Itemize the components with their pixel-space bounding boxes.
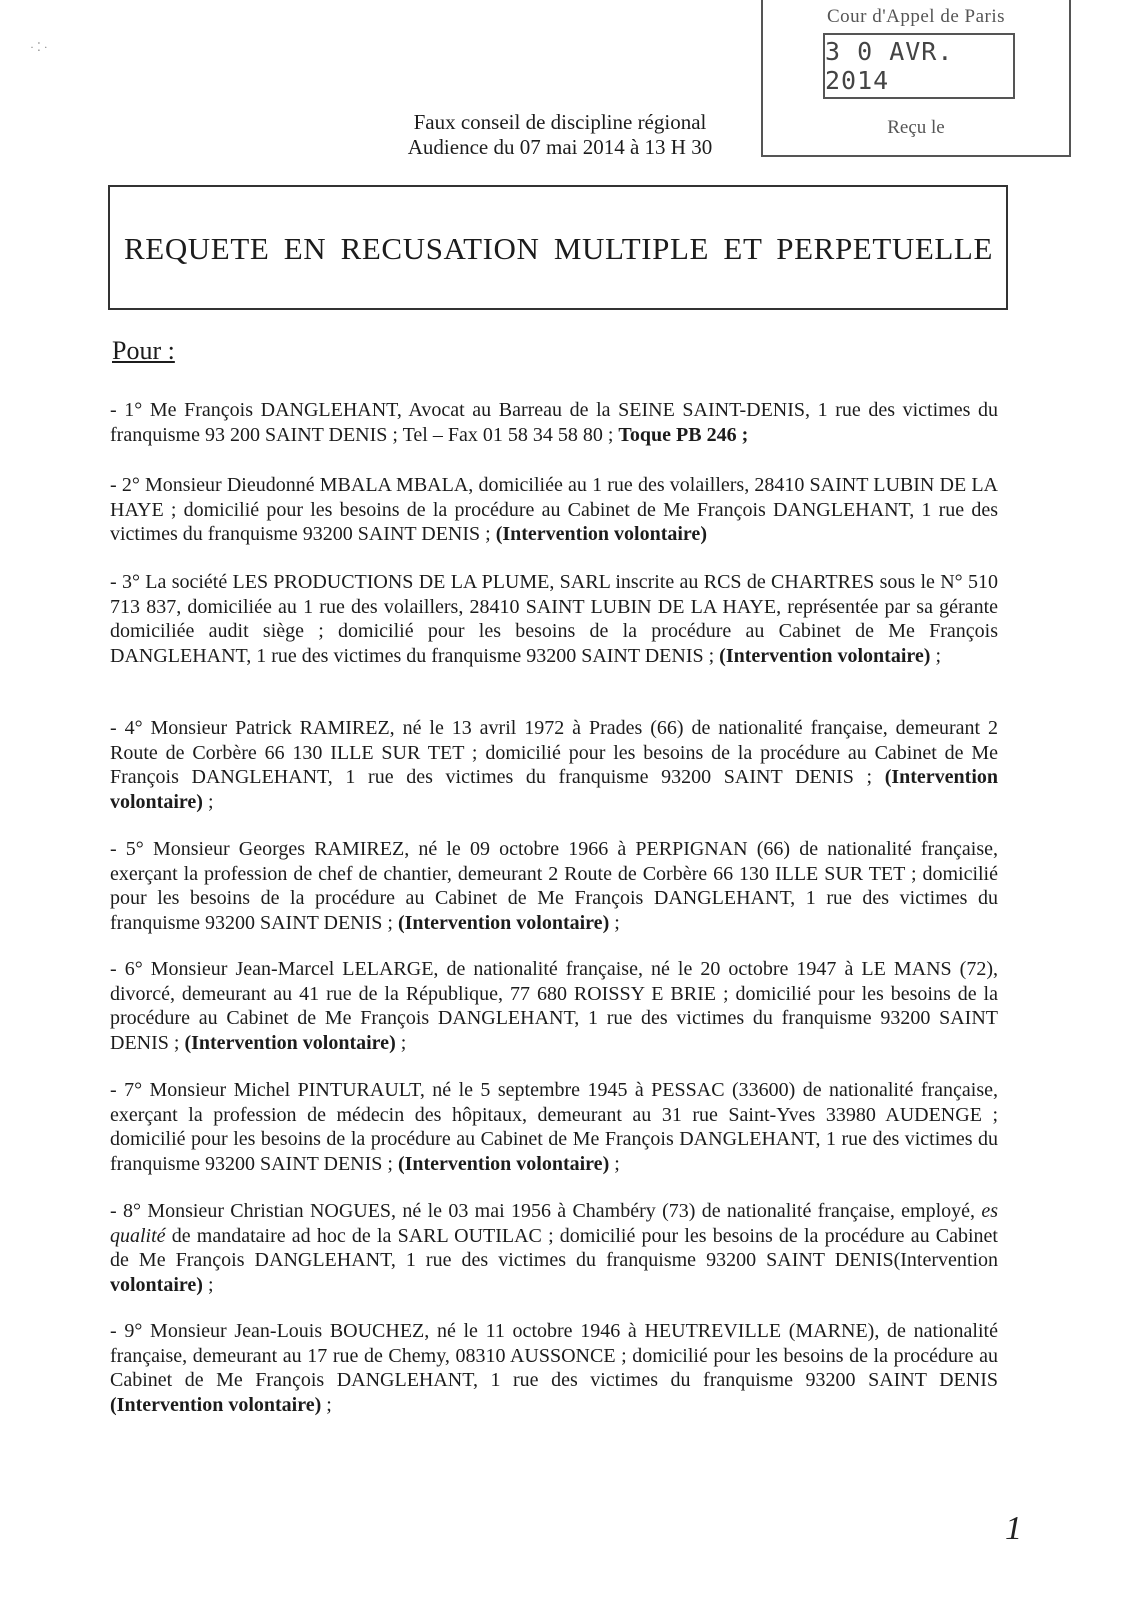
party-entry-2	[110, 473, 998, 547]
header-line-1: Faux conseil de discipline régional	[413, 110, 707, 134]
party-entry-6	[110, 957, 998, 1055]
header-line-2: Audience du 07 mai 2014 à 13 H 30	[407, 135, 713, 159]
entry-text: Monsieur Dieudonné MBALA MBALA, domiciliée au 1 rue des volaillers, 28410 SAINT LUBIN DE LA HAYE ; domicilié pour les besoins de la procédure au Cabinet de Me François DANGLEHANT, 1 rue des victimes du franquisme 93200 SAINT DENIS ;	[110, 474, 998, 545]
entry-tail: ;	[930, 644, 942, 667]
party-entry-5	[110, 837, 998, 935]
entry-text: La société LES PRODUCTIONS DE LA PLUME, SARL inscrite au RCS de CHARTRES sous le N° 510 713 837, domiciliée au 1 rue des volaillers, 28410 SAINT LUBIN DE LA HAYE, représentée par sa gérante domiciliée audit siège ; domicilié pour les besoins de la procédure au Cabinet de Me François DANGLEHANT, 1 rue des victimes du franquisme 93200 SAINT DENIS ;	[110, 571, 998, 667]
entry-tail: ;	[321, 1393, 332, 1416]
entry-number: - 5°	[110, 838, 144, 860]
entry-number: - 1°	[110, 399, 143, 421]
party-entry-3	[110, 570, 998, 668]
entry-bold: (Intervention volontaire)	[397, 1152, 610, 1175]
entry-bold: (Intervention volontaire)	[184, 1031, 396, 1054]
entry-number: - 7°	[110, 1079, 143, 1101]
entry-tail: ;	[202, 1273, 214, 1296]
entry-bold: (Intervention volontaire)	[719, 644, 931, 667]
party-entry-9	[110, 1319, 998, 1417]
entry-number: - 3°	[110, 571, 140, 593]
entry-number: - 6°	[110, 958, 143, 980]
entry-tail: ;	[609, 1152, 620, 1175]
scan-marks: · ⁚ ·	[30, 40, 48, 54]
document-title: REQUETE EN RECUSATION MULTIPLE ET PERPETUELLE	[124, 231, 993, 266]
entry-number: - 4°	[110, 717, 143, 739]
court-stamp	[761, 0, 1071, 157]
entry-bold: (Intervention volontaire)	[110, 766, 999, 813]
party-entry-8	[110, 1199, 998, 1297]
entry-tail: ;	[395, 1031, 407, 1054]
entry-text: Monsieur Patrick RAMIREZ, né le 13 avril 1972 à Prades (66) de nationalité française, demeurant 2 Route de Corbère 66 130 ILLE SUR TET ; domicilié pour les besoins de la procédure au Cabinet de Me François DANGLEHANT, 1 rue des victimes du franquisme 93200 SAINT DENIS ;	[110, 717, 998, 788]
entry-bold: (Intervention volontaire)	[495, 523, 707, 545]
entry-text: Monsieur Jean-Louis BOUCHEZ, né le 11 octobre 1946 à HEUTREVILLE (MARNE), de nationalité française, demeurant au 17 rue de Chemy, 08310 AUSSONCE ; domicilié pour les besoins de la procédure au Cabinet de Me François DANGLEHANT, 1 rue des victimes du franquisme 93200 SAINT DENIS	[110, 1320, 998, 1391]
entry-text-continued: de mandataire ad hoc de la SARL OUTILAC ; domicilié pour les besoins de la procédure au Cabinet de Me François DANGLEHANT, 1 rue des victimes du franquisme 93200 SAINT DENIS(Intervention	[110, 1224, 998, 1271]
entry-number: - 8°	[110, 1200, 141, 1222]
party-entry-7	[110, 1078, 998, 1176]
pour-label: Pour :	[112, 336, 175, 365]
entry-text: Monsieur Michel PINTURAULT, né le 5 septembre 1945 à PESSAC (33600) de nationalité française, exerçant la profession de médecin des hôpitaux, demeurant au 31 rue Saint-Yves 33980 AUDENGE ; domicilié pour les besoins de la procédure au Cabinet de Me François DANGLEHANT, 1 rue des victimes du franquisme 93200 SAINT DENIS ;	[110, 1079, 998, 1175]
entry-number: - 2°	[110, 474, 140, 496]
entry-number: - 9°	[110, 1320, 143, 1342]
entry-bold: Toque PB 246 ;	[618, 423, 749, 446]
entry-italic: es qualité	[110, 1200, 998, 1247]
page-number: 1	[1005, 1510, 1022, 1547]
party-entry-1	[110, 398, 998, 447]
entry-text: Monsieur Jean-Marcel LELARGE, de nationalité française, né le 20 octobre 1947 à LE MANS (72), divorcé, demeurant au 41 rue de la République, 77 680 ROISSY E BRIE ; domicilié pour les besoins de la procédure au Cabinet de Me François DANGLEHANT, 1 rue des victimes du franquisme 93200 SAINT DENIS ;	[110, 958, 999, 1054]
entry-text: Monsieur Christian NOGUES, né le 03 mai 1956 à Chambéry (73) de nationalité française, employé,	[147, 1200, 982, 1222]
entry-bold: (Intervention volontaire)	[397, 911, 610, 934]
stamp-date: 3 0 AVR. 2014	[823, 33, 1015, 99]
entry-text: Monsieur Georges RAMIREZ, né le 09 octobre 1966 à PERPIGNAN (66) de nationalité française, exerçant la profession de chef de chantier, demeurant 2 Route de Corbère 66 130 ILLE SUR TET ; domicilié pour les besoins de la procédure au Cabinet de Me François DANGLEHANT, 1 rue des victimes du franquisme 93200 SAINT DENIS ;	[110, 838, 998, 934]
title-box	[108, 185, 1008, 310]
stamp-received-label: Reçu le	[887, 117, 945, 138]
entry-bold: (Intervention volontaire)	[110, 1393, 322, 1416]
party-entry-4	[110, 716, 998, 814]
entry-text: Me François DANGLEHANT, Avocat au Barreau de la SEINE SAINT-DENIS, 1 rue des victimes du franquisme 93 200 SAINT DENIS ; Tel – Fax 01 58 34 58 80 ;	[110, 399, 998, 446]
stamp-court-name: Cour d'Appel de Paris	[826, 6, 1006, 27]
entry-bold: volontaire)	[110, 1273, 203, 1296]
entry-tail: ;	[202, 790, 214, 813]
entry-tail: ;	[609, 911, 620, 934]
